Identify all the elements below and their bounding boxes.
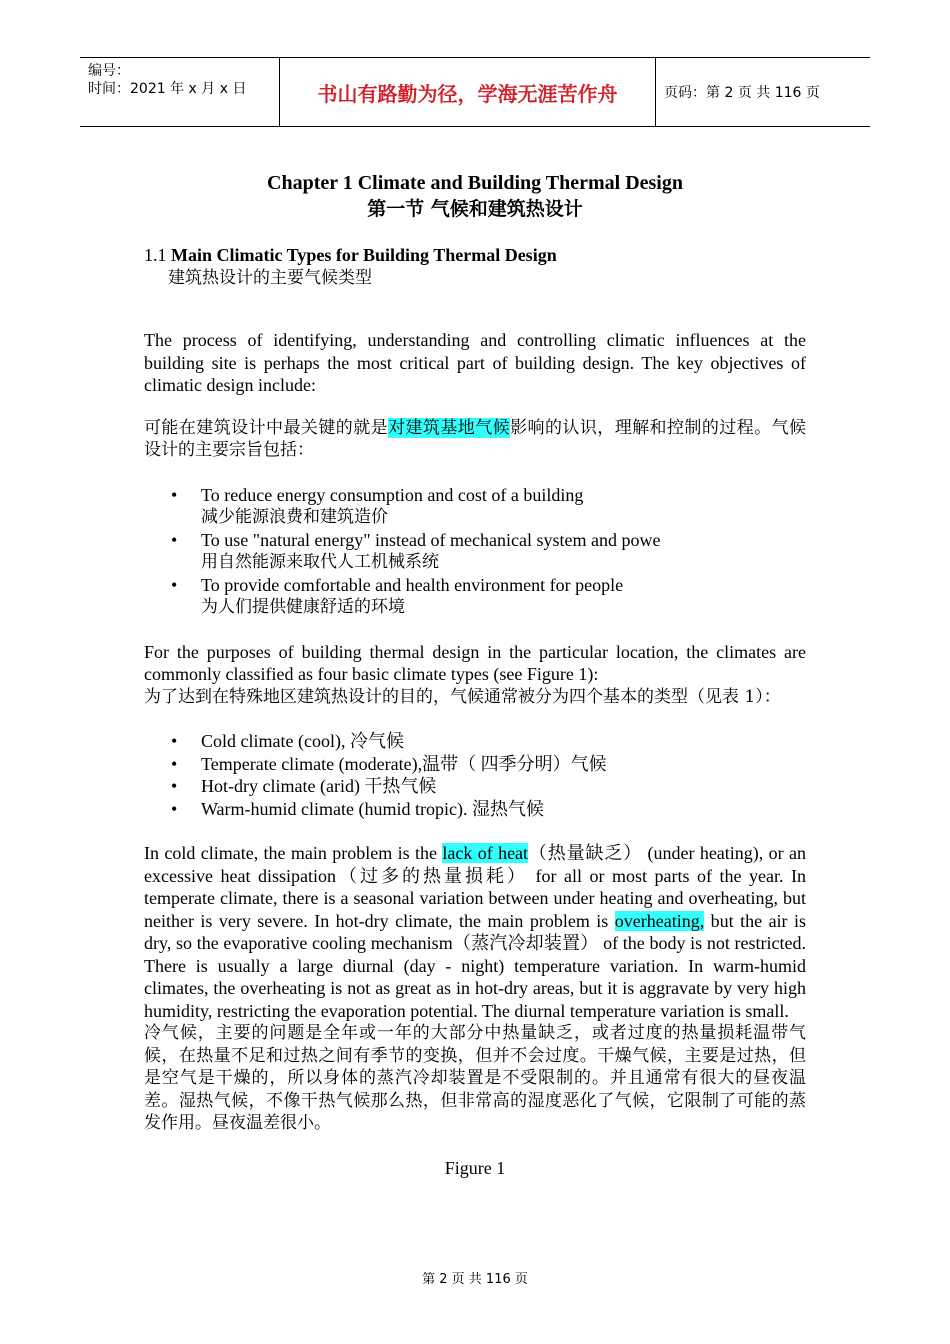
header-motto: 书山有路勤为径，学海无涯苦作舟 xyxy=(280,58,656,126)
section-title-cn: 建筑热设计的主要气候类型 xyxy=(168,267,372,288)
objective-en: To reduce energy consumption and cost of a building xyxy=(201,484,584,505)
section-number: 1.1 xyxy=(144,245,171,265)
list-item xyxy=(144,775,806,798)
header-page-info: 页码：第 2 页 共 116 页 xyxy=(664,85,820,101)
paragraph-climate-problems xyxy=(144,842,806,1022)
objective-cn: 减少能源浪费和建筑造价 xyxy=(201,507,388,527)
highlight-overheating: overheating, xyxy=(614,910,705,931)
paragraph-intro: The process of identifying, understanding and controlling climatic influences at the building site is perhaps the most critical part of building design. The key objectives of climatic design include: xyxy=(144,330,806,395)
paragraph-climate-types-cn: 为了达到在特殊地区建筑热设计的目的，气候通常被分为四个基本的类型（见表 1）： xyxy=(144,686,781,707)
list-item xyxy=(144,529,806,574)
intro-cn-end: 影响的认识，理解和控制的过程。气候设计的主要宗旨包括： xyxy=(144,417,807,460)
page-header xyxy=(80,57,870,127)
intro-cn-start: 可能在建筑设计中最关键的就是 xyxy=(144,417,389,438)
bullet-icon: • xyxy=(171,574,178,595)
objective-cn: 为人们提供健康舒适的环境 xyxy=(201,597,405,617)
bullet-icon: • xyxy=(171,731,178,751)
climate-type: Hot-dry climate (arid) 干热气候 xyxy=(201,776,437,796)
list-item xyxy=(144,798,806,821)
section-heading xyxy=(144,244,806,267)
paragraph-intro-cn xyxy=(144,417,806,462)
highlight-site-climate: 对建筑基地气候 xyxy=(388,417,511,438)
chapter-title: Chapter 1 Climate and Building Thermal Design xyxy=(267,172,683,194)
bullet-icon: • xyxy=(171,529,178,550)
highlight-lack-of-heat: lack of heat xyxy=(442,843,529,863)
list-item xyxy=(144,574,806,619)
climate-type: Cold climate (cool), 冷气候 xyxy=(201,731,404,751)
time-label: 时间：2021 年 x 月 x 日 xyxy=(88,81,247,97)
paragraph-climate-types: For the purposes of building thermal design in the particular location, the climates are commonly classified as four basic climate types (see Figure 1): xyxy=(144,641,806,684)
list-item xyxy=(144,730,806,753)
problems-text-c: but the air is dry, so the evaporative cooling mechanism（蒸汽冷却装置） of the body is not restricted. There is usually a large diurnal (day - night) temperature variation. In warm-humid climates, the overheating is not as great as in hot-dry areas, but it is aggravate by very high humidity, restricting the evaporation potential. The diurnal temperature variation is small. xyxy=(144,910,806,1021)
bullet-icon: • xyxy=(171,776,178,796)
climate-types-list xyxy=(144,730,806,820)
header-meta xyxy=(80,58,280,126)
number-label: 编号： xyxy=(88,63,130,79)
problems-text-a: In cold climate, the main problem is the xyxy=(144,843,443,863)
section-title: Main Climatic Types for Building Thermal Design xyxy=(171,245,557,265)
objectives-list xyxy=(144,484,806,619)
document-body xyxy=(144,170,806,1179)
objective-cn: 用自然能源来取代人工机械系统 xyxy=(201,552,439,572)
list-item xyxy=(144,753,806,776)
bullet-icon: • xyxy=(171,753,178,774)
climate-type: Warm-humid climate (humid tropic). 湿热气候 xyxy=(201,798,544,819)
page-footer: 第 2 页 共 116 页 xyxy=(422,1272,528,1287)
problems-text-b: （热量缺乏） (under heating), or an excessive heat dissipation（过多的热量损耗） for all or most parts of the year. In temperate climate, there is a seasonal variation between under heating and overheating, but neither is very severe. In hot-dry climate, the main problem is xyxy=(144,843,807,931)
objective-en: To provide comfortable and health environment for people xyxy=(201,574,624,595)
objective-en: To use "natural energy" instead of mechanical system and powe xyxy=(201,529,661,550)
climate-type: Temperate climate (moderate),温带（ 四季分明）气候 xyxy=(201,753,607,774)
paragraph-climate-problems-cn: 冷气候，主要的问题是全年或一年的大部分中热量缺乏，或者过度的热量损耗温带气候，在热量不足和过热之间有季节的变换，但并不会过度。干燥气候，主要是过热，但是空气是干燥的，所以身体的蒸汽冷却装置是不受限制的。并且通常有很大的昼夜温差。湿热气候，不像干热气候那么热，但非常高的湿度恶化了气候，它限制了可能的蒸发作用。昼夜温差很小。 xyxy=(144,1023,806,1133)
list-item xyxy=(144,484,806,529)
chapter-title-cn: 第一节 气候和建筑热设计 xyxy=(367,198,583,220)
bullet-icon: • xyxy=(171,484,178,505)
bullet-icon: • xyxy=(171,798,178,819)
figure-caption: Figure 1 xyxy=(444,1157,506,1178)
